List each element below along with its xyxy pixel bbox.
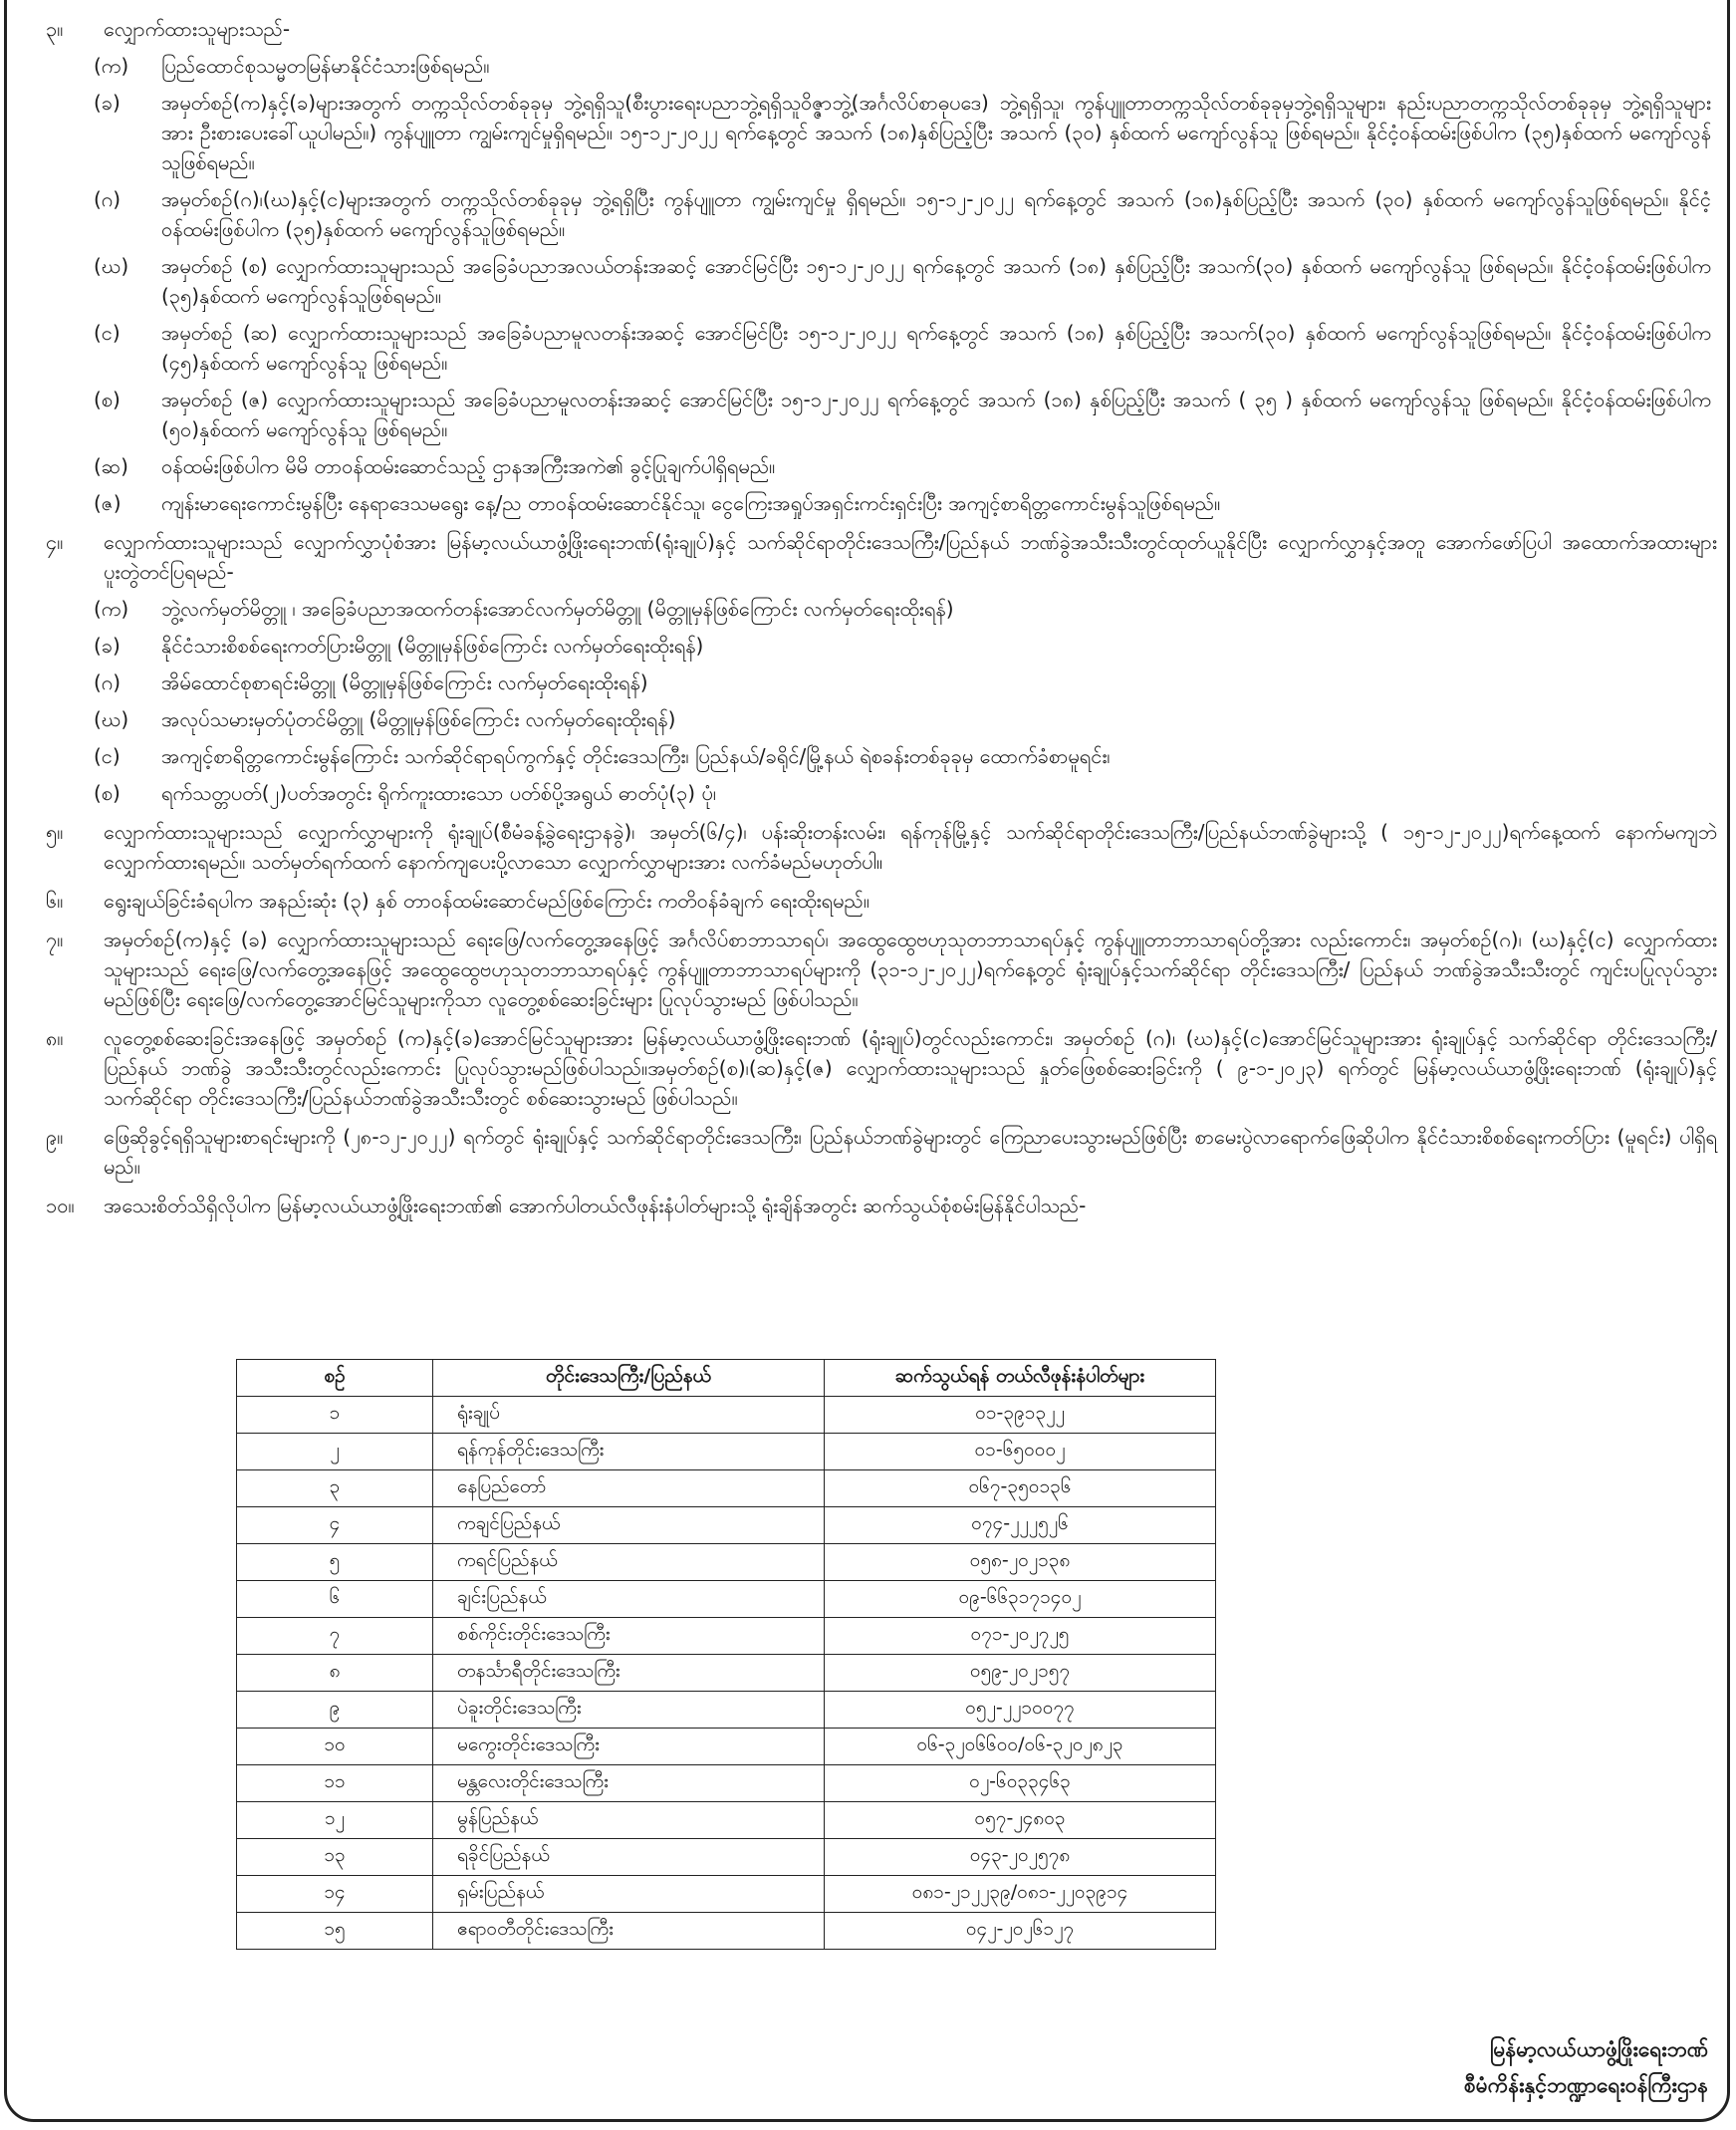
row-number: ၅ [237, 1544, 433, 1581]
sub-item-label: (စ) [94, 781, 121, 805]
row-phone: ၀၆၇-၃၅၀၁၃၆ [825, 1470, 1216, 1507]
row-number: ၂ [237, 1434, 433, 1470]
paragraph-number: ၁၀။ [46, 1194, 75, 1217]
sub-item-label: (က) [94, 54, 129, 78]
row-region: ဧရာဝတီတိုင်းဒေသကြီး [433, 1913, 825, 1950]
sub-item [24, 385, 1717, 444]
sub-item-text: ပြည်ထောင်စုသမ္မတမြန်မာနိုင်ငံသားဖြစ်ရမည်။ [161, 54, 490, 78]
row-region: ရန်ကုန်တိုင်းဒေသကြီး [433, 1434, 825, 1470]
row-phone: ၀၇၁-၂၀၂၇၂၅ [825, 1618, 1216, 1655]
sub-item-label: (က) [94, 597, 129, 621]
row-phone: ၀၆-၃၂၀၆၆၀၀/၀၆-၃၂၀၂၈၂၃ [825, 1729, 1216, 1765]
paragraph-text: ရွေးချယ်ခြင်းခံရပါက အနည်းဆုံး (၃) နှစ် တာဝန်ထမ်းဆောင်မည်ဖြစ်ကြောင်း ကတိဝန်ခံချက် ရေးထိုးရမည်။ [104, 889, 869, 913]
table-row [237, 1544, 1216, 1581]
column-header-number: စဉ် [237, 1360, 433, 1397]
paragraph-8 [24, 1023, 1717, 1113]
sub-item-text: ရက်သတ္တပတ်(၂)ပတ်အတွင်း ရိုက်ကူးထားသော ပတ်စ်ပို့အရွယ် ဓာတ်ပုံ(၃) ပုံ၊ [161, 781, 717, 805]
sub-item [24, 318, 1717, 378]
paragraph-6 [24, 886, 1717, 916]
issuer-bank-name: မြန်မာ့လယ်ယာဖွံ့ဖြိုးရေးဘဏ် [1489, 2037, 1708, 2061]
sub-item [24, 667, 1717, 697]
sub-item-text: အိမ်ထောင်စုစာရင်းမိတ္တူ (မိတ္တူမှန်ဖြစ်ကြောင်း လက်မှတ်ရေးထိုးရန်) [161, 670, 648, 694]
table-row [237, 1692, 1216, 1729]
row-region: မန္တလေးတိုင်းဒေသကြီး [433, 1765, 825, 1802]
sub-item [24, 741, 1717, 771]
row-number: ၆ [237, 1581, 433, 1618]
row-region: ကရင်ပြည်နယ် [433, 1544, 825, 1581]
row-phone: ၀၄၃-၂၀၂၅၇၈ [825, 1839, 1216, 1876]
paragraph-number: ၅။ [46, 820, 64, 844]
column-header-phone: ဆက်သွယ်ရန် တယ်လီဖုန်းနံပါတ်များ [825, 1360, 1216, 1397]
table-row [237, 1507, 1216, 1544]
sub-item-label: (ဆ) [94, 454, 128, 478]
paragraph-10 [24, 1191, 1717, 1220]
paragraph-text: လျှောက်ထားသူများသည်- [104, 17, 291, 41]
paragraph-text: အမှတ်စဉ်(က)နှင့် (ခ) လျှောက်ထားသူများသည် ရေးဖြေ/လက်တွေ့အနေဖြင့် အင်္ဂလိပ်စာဘာသာရပ်၊ အထွေထွေဗဟုသုတဘာသာရပ်နှင့် ကွန်ပျူတာဘာသာရပ်တို့အား လည်းကောင်း၊ အမှတ်စဉ်(ဂ)၊ (ဃ)နှင့်(င) လျှောက်ထားသူများသည် ရေးဖြေ/လက်တွေ့အနေဖြင့် အထွေထွေဗဟုသုတဘာသာရပ်နှင့် ကွန်ပျူတာဘာသာရပ်များကို (၃၁-၁၂-၂၀၂၂)ရက်နေ့တွင် ရုံးချုပ်နှင့်သက်ဆိုင်ရာ တိုင်းဒေသကြီး/ ပြည်နယ် ဘဏ်ခွဲအသီးသီးတွင် ကျင်းပပြုလုပ်သွားမည်ဖြစ်ပြီး ရေးဖြေ/လက်တွေ့အောင်မြင်သူများကိုသာ လူတွေ့စစ်ဆေးခြင်းများ ပြုလုပ်သွားမည် ဖြစ်ပါသည်။ [104, 928, 1717, 1011]
sub-item-label: (စ) [94, 388, 121, 411]
table-row [237, 1729, 1216, 1765]
table-row [237, 1581, 1216, 1618]
paragraph-text: အသေးစိတ်သိရှိလိုပါက မြန်မာ့လယ်ယာဖွံ့ဖြိုးရေးဘဏ်၏ အောက်ပါတယ်လီဖုန်းနံပါတ်များသို့ ရုံးချိန်အတွင်း ဆက်သွယ်စုံစမ်းမြန်နိုင်ပါသည်- [104, 1194, 1087, 1217]
sub-item [24, 778, 1717, 808]
sub-item [24, 88, 1717, 177]
row-number: ၁ [237, 1397, 433, 1434]
row-phone: ၀၅၇-၂၄၈၀၃ [825, 1802, 1216, 1839]
row-number: ၁၀ [237, 1729, 433, 1765]
row-number: ၁၂ [237, 1802, 433, 1839]
sub-item-text: အမှတ်စဉ်(က)နှင့်(ခ)များအတွက် တက္ကသိုလ်တစ်ခုခုမှ ဘွဲ့ရရှိသူ(စီးပွားရေးပညာဘွဲ့ရရှိသူဝိဇ္ဇာဘွဲ့(အင်္ဂလိပ်စာဓုပဒေ) ဘွဲ့ရရှိသူ၊ ကွန်ပျူတာတက္ကသိုလ်တစ်ခုခုမှဘွဲ့ရရှိသူများ၊ နည်းပညာတက္ကသိုလ်တစ်ခုခုမှ ဘွဲ့ရရှိသူများအား ဦးစားပေးခေါ်ယူပါမည်။) ကွန်ပျူတာ ကျွမ်းကျင်မှုရှိရမည်။ ၁၅-၁၂-၂၀၂၂ ရက်နေ့တွင် အသက် (၁၈)နှစ်ပြည့်ပြီး အသက် (၃၀) နှစ်ထက် မကျော်လွန်သူ ဖြစ်ရမည်။ နိုင်ငံ့ဝန်ထမ်းဖြစ်ပါက (၃၅)နှစ်ထက် မကျော်လွန်သူဖြစ်ရမည်။ [161, 91, 1711, 174]
paragraph-4 [24, 527, 1717, 587]
sub-item-label: (ဃ) [94, 254, 129, 278]
row-number: ၁၁ [237, 1765, 433, 1802]
table-row [237, 1839, 1216, 1876]
row-region: နေပြည်တော် [433, 1470, 825, 1507]
document-body [24, 14, 1717, 1220]
row-region: စစ်ကိုင်းတိုင်းဒေသကြီး [433, 1618, 825, 1655]
sub-item-label: (ဇ) [94, 491, 122, 515]
paragraph-number: ၃။ [46, 17, 64, 41]
row-phone: ၀၉-၆၆၃၁၇၁၄၀၂ [825, 1581, 1216, 1618]
row-phone: ၀၅၂-၂၂၁၀၀၇၇ [825, 1692, 1216, 1729]
paragraph-3 [24, 14, 1717, 44]
paragraph-number: ၇။ [46, 928, 64, 951]
row-region: မွန်ပြည်နယ် [433, 1802, 825, 1839]
table-row [237, 1470, 1216, 1507]
sub-item-text: နိုင်ငံသားစိစစ်ရေးကတ်ပြားမိတ္တူ (မိတ္တူမှန်ဖြစ်ကြောင်း လက်မှတ်ရေးထိုးရန်) [161, 634, 704, 658]
sub-item-text: အမှတ်စဉ် (စ) လျှောက်ထားသူများသည် အခြေခံပညာအလယ်တန်းအဆင့် အောင်မြင်ပြီး ၁၅-၁၂-၂၀၂၂ ရက်နေ့တွင် အသက် (၁၈) နှစ်ပြည့်ပြီး အသက်(၃၀) နှစ်ထက် မကျော်လွန်သူ ဖြစ်ရမည်။ နိုင်ငံ့ဝန်ထမ်းဖြစ်ပါက (၃၅)နှစ်ထက် မကျော်လွန်သူဖြစ်ရမည်။ [161, 254, 1711, 308]
sub-item [24, 251, 1717, 311]
sub-item-label: (ခ) [94, 634, 121, 658]
table-row [237, 1434, 1216, 1470]
sub-item-label: (ဂ) [94, 670, 122, 694]
row-region: ကချင်ပြည်နယ် [433, 1507, 825, 1544]
sub-item-text: အမှတ်စဉ် (ဇ) လျှောက်ထားသူများသည် အခြေခံပညာမူလတန်းအဆင့် အောင်မြင်ပြီး ၁၅-၁၂-၂၀၂၂ ရက်နေ့တွင် အသက် (၁၈) နှစ်ပြည့်ပြီး အသက် ( ၃၅ ) နှစ်ထက် မကျော်လွန်သူ ဖြစ်ရမည်။ နိုင်ငံ့ဝန်ထမ်းဖြစ်ပါက (၅၀)နှစ်ထက် မကျော်လွန်သူ ဖြစ်ရမည်။ [161, 388, 1711, 441]
row-region: ပဲခူးတိုင်းဒေသကြီး [433, 1692, 825, 1729]
sub-item-text: အလုပ်သမားမှတ်ပုံတင်မိတ္တူ (မိတ္တူမှန်ဖြစ်ကြောင်း လက်မှတ်ရေးထိုးရန်) [161, 707, 676, 731]
paragraph-text: လျှောက်ထားသူများသည် လျှောက်လွှာများကို ရုံးချုပ်(စီမံခန့်ခွဲရေးဌာနခွဲ)၊ အမှတ်(၆/၄)၊ ပန်းဆိုးတန်းလမ်း၊ ရန်ကုန်မြို့နှင့် သက်ဆိုင်ရာတိုင်းဒေသကြီး/ပြည်နယ်ဘဏ်ခွဲများသို့ ( ၁၅-၁၂-၂၀၂၂)ရက်နေ့ထက် နောက်မကျဘဲ လျှောက်ထားရမည်။ သတ်မှတ်ရက်ထက် နောက်ကျပေးပို့လာသော လျှောက်လွှာများအား လက်ခံမည်မဟုတ်ပါ။ [104, 820, 1717, 874]
paragraph-number: ၉။ [46, 1125, 64, 1149]
table-row [237, 1765, 1216, 1802]
sub-item-label: (ဃ) [94, 707, 129, 731]
row-phone: ၀၄၂-၂၀၂၆၁၂၇ [825, 1913, 1216, 1950]
sub-item [24, 451, 1717, 481]
table-row [237, 1913, 1216, 1950]
row-phone: ၀၁-၃၉၁၃၂၂ [825, 1397, 1216, 1434]
paragraph-number: ၈။ [46, 1026, 64, 1050]
sub-item-label: (င) [94, 321, 121, 345]
contact-phone-table [236, 1359, 1216, 1950]
paragraph-text: ဖြေဆိုခွင့်ရရှိသူများစာရင်းများကို (၂၈-၁၂-၂၀၂၂) ရက်တွင် ရုံးချုပ်နှင့် သက်ဆိုင်ရာတိုင်းဒေသကြီး၊ ပြည်နယ်ဘဏ်ခွဲများတွင် ကြေညာပေးသွားမည်ဖြစ်ပြီး စာမေးပွဲလာရောက်ဖြေဆိုပါက နိုင်ငံသားစိစစ်ရေးကတ်ပြား (မူရင်း) ပါရှိရမည်။ [104, 1125, 1717, 1179]
row-phone: ၀၁-၆၅၀၀၀၂ [825, 1434, 1216, 1470]
row-number: ၁၄ [237, 1876, 433, 1913]
table-row [237, 1655, 1216, 1692]
row-phone: ၀၅၉-၂၀၂၁၅၇ [825, 1655, 1216, 1692]
column-header-region: တိုင်းဒေသကြီး/ပြည်နယ် [433, 1360, 825, 1397]
row-phone: ၀၈၁-၂၁၂၂၃၉/၀၈၁-၂၂၀၃၉၁၄ [825, 1876, 1216, 1913]
paragraph-9 [24, 1122, 1717, 1182]
row-region: ရုံးချုပ် [433, 1397, 825, 1434]
row-phone: ၀၇၄-၂၂၂၅၂၆ [825, 1507, 1216, 1544]
sub-item-label: (ဂ) [94, 187, 122, 211]
row-number: ၁၃ [237, 1839, 433, 1876]
table-row [237, 1397, 1216, 1434]
paragraph-text: လျှောက်ထားသူများသည် လျှောက်လွှာပုံစံအား မြန်မာ့လယ်ယာဖွံ့ဖြိုးရေးဘဏ်(ရုံးချုပ်)နှင့် သက်ဆိုင်ရာတိုင်းဒေသကြီး/ပြည်နယ် ဘဏ်ခွဲအသီးသီးတွင်ထုတ်ယူနိုင်ပြီး လျှောက်လွှာနှင့်အတူ အောက်ဖော်ပြပါ အထောက်အထားများ ပူးတွဲတင်ပြရမည်- [104, 530, 1717, 584]
row-region: ရှမ်းပြည်နယ် [433, 1876, 825, 1913]
row-region: တနင်္သာရီတိုင်းဒေသကြီး [433, 1655, 825, 1692]
sub-item [24, 488, 1717, 518]
paragraph-number: ၄။ [46, 530, 64, 554]
paragraph-5 [24, 817, 1717, 877]
row-number: ၃ [237, 1470, 433, 1507]
paragraph-text: လူတွေ့စစ်ဆေးခြင်းအနေဖြင့် အမှတ်စဉ် (က)နှင့်(ခ)အောင်မြင်သူများအား မြန်မာ့လယ်ယာဖွံ့ဖြိုးရေးဘဏ် (ရုံးချုပ်)တွင်လည်းကောင်း၊ အမှတ်စဉ် (ဂ)၊ (ဃ)နှင့်(င)အောင်မြင်သူများအား ရုံးချုပ်နှင့် သက်ဆိုင်ရာ တိုင်းဒေသကြီး/ပြည်နယ် ဘဏ်ခွဲ အသီးသီးတွင်လည်းကောင်း ပြုလုပ်သွားမည်ဖြစ်ပါသည်။အမှတ်စဉ်(စ)၊(ဆ)နှင့်(ဇ) လျှောက်ထားသူများသည် နှုတ်ဖြေစစ်ဆေးခြင်းကို ( ၉-၁-၂၀၂၃) ရက်တွင် မြန်မာ့လယ်ယာဖွံ့ဖြိုးရေးဘဏ် (ရုံးချုပ်)နှင့် သက်ဆိုင်ရာ တိုင်းဒေသကြီး/ပြည်နယ်ဘဏ်ခွဲအသီးသီးတွင် စစ်ဆေးသွားမည် ဖြစ်ပါသည်။ [104, 1026, 1717, 1110]
sub-item-label: (င) [94, 744, 121, 768]
table-row [237, 1802, 1216, 1839]
table-row [237, 1876, 1216, 1913]
sub-item [24, 184, 1717, 244]
table-row [237, 1618, 1216, 1655]
sub-item-label: (ခ) [94, 91, 121, 115]
paragraph-7 [24, 925, 1717, 1014]
row-number: ၇ [237, 1618, 433, 1655]
sub-item-text: ဝန်ထမ်းဖြစ်ပါက မိမိ တာဝန်ထမ်းဆောင်သည့် ဌာနအကြီးအကဲ၏ ခွင့်ပြုချက်ပါရှိရမည်။ [161, 454, 776, 478]
sub-item [24, 594, 1717, 624]
row-region: ရခိုင်ပြည်နယ် [433, 1839, 825, 1876]
row-region: ချင်းပြည်နယ် [433, 1581, 825, 1618]
sub-item-text: အကျင့်စာရိတ္တကောင်းမွန်ကြောင်း သက်ဆိုင်ရာရပ်ကွက်နှင့် တိုင်းဒေသကြီး၊ ပြည်နယ်/ခရိုင်/မြို့နယ် ရဲစခန်းတစ်ခုခုမှ ထောက်ခံစာမူရင်း၊ [161, 744, 1111, 768]
sub-item-text: အမှတ်စဉ် (ဆ) လျှောက်ထားသူများသည် အခြေခံပညာမူလတန်းအဆင့် အောင်မြင်ပြီး ၁၅-၁၂-၂၀၂၂ ရက်နေ့တွင် အသက် (၁၈) နှစ်ပြည့်ပြီး အသက်(၃၀) နှစ်ထက် မကျော်လွန်သူဖြစ်ရမည်။ နိုင်ငံ့ဝန်ထမ်းဖြစ်ပါက (၄၅)နှစ်ထက် မကျော်လွန်သူ ဖြစ်ရမည်။ [161, 321, 1711, 375]
sub-item [24, 51, 1717, 81]
row-region: မကွေးတိုင်းဒေသကြီး [433, 1729, 825, 1765]
table-header-row [237, 1360, 1216, 1397]
row-number: ၉ [237, 1692, 433, 1729]
sub-item [24, 631, 1717, 661]
row-number: ၁၅ [237, 1913, 433, 1950]
paragraph-number: ၆။ [46, 889, 64, 913]
row-number: ၄ [237, 1507, 433, 1544]
issuer-ministry-name: စီမံကိန်းနှင့်ဘဏ္ဍာရေးဝန်ကြီးဌာန [1463, 2073, 1708, 2097]
sub-item [24, 704, 1717, 734]
sub-item-text: ဘွဲ့လက်မှတ်မိတ္တူ ၊ အခြေခံပညာအထက်တန်းအောင်လက်မှတ်မိတ္တူ (မိတ္တူမှန်ဖြစ်ကြောင်း လက်မှတ်ရေးထိုးရန်) [161, 597, 954, 621]
sub-item-text: ကျန်းမာရေးကောင်းမွန်ပြီး နေရာဒေသမရွေး နေ့/ည တာဝန်ထမ်းဆောင်နိုင်သူ၊ ငွေကြေးအရှုပ်အရှင်းကင်းရှင်းပြီး အကျင့်စာရိတ္တကောင်းမွန်သူဖြစ်ရမည်။ [161, 491, 1221, 515]
row-phone: ၀၂-၆၀၃၃၄၆၃ [825, 1765, 1216, 1802]
row-number: ၈ [237, 1655, 433, 1692]
row-phone: ၀၅၈-၂၀၂၁၃၈ [825, 1544, 1216, 1581]
sub-item-text: အမှတ်စဉ်(ဂ)၊(ဃ)နှင့်(င)များအတွက် တက္ကသိုလ်တစ်ခုခုမှ ဘွဲ့ရရှိပြီး ကွန်ပျူတာ ကျွမ်းကျင်မှု ရှိရမည်။ ၁၅-၁၂-၂၀၂၂ ရက်နေ့တွင် အသက် (၁၈)နှစ်ပြည့်ပြီး အသက် (၃၀) နှစ်ထက် မကျော်လွန်သူဖြစ်ရမည်။ နိုင်ငံ့ဝန်ထမ်းဖြစ်ပါက (၃၅)နှစ်ထက် မကျော်လွန်သူဖြစ်ရမည်။ [161, 187, 1711, 241]
